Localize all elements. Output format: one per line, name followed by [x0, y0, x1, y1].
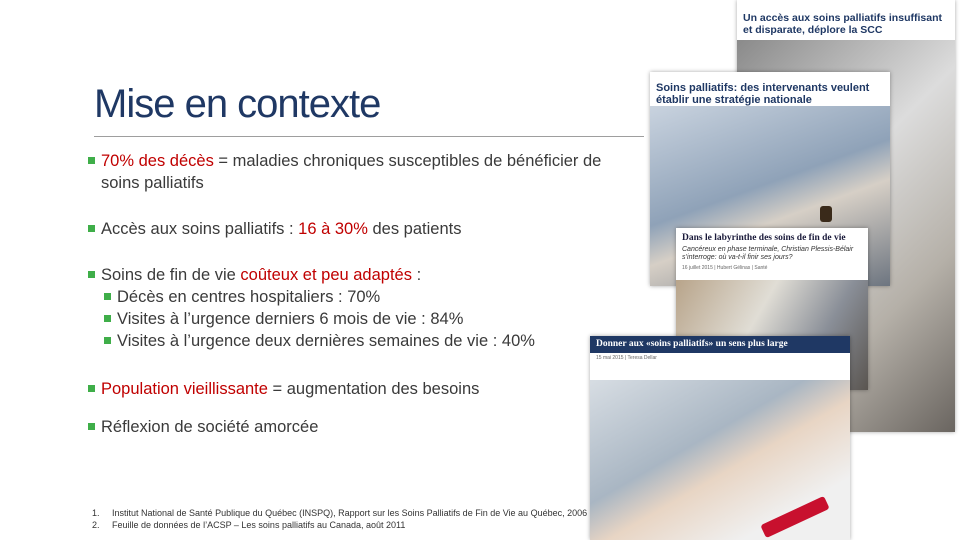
clipping-lede: Cancéreux en phase terminale, Christian Plessis-Bélair s’interroge: où va-t-il finir ses jours?: [682, 246, 854, 261]
sub-bullet: Visites à l’urgence deux dernières semaines de vie : 40%: [104, 330, 608, 352]
reference-text: Institut National de Santé Publique du Québec (INSPQ), Rapport sur les Soins Palliatifs de Fin de Vie au Québec, 2006: [112, 508, 588, 518]
title-divider: [94, 136, 644, 137]
reference-text: Feuille de données de l’ACSP – Les soins palliatifs au Canada, août 2011: [112, 520, 406, 530]
clipping-meta: 15 mai 2015 | Teresa Dellar: [596, 355, 657, 361]
hospital-wristband: [760, 496, 829, 538]
clipping-photo: [590, 380, 850, 540]
sub-bullet: Décès en centres hospitaliers : 70%: [104, 286, 608, 308]
watch-detail: [820, 206, 832, 222]
bullet-costs-suffix: :: [411, 266, 422, 284]
bullet-aging-text: = augmentation des besoins: [267, 380, 480, 398]
bullet-access-highlight: 16 à 30%: [298, 220, 368, 238]
bullet-deaths-text: = maladies chroniques susceptibles de bénéficier de soins palliatifs: [101, 152, 602, 192]
bullet-deaths-highlight: 70% des décès: [101, 152, 214, 170]
bullet-access: [88, 218, 608, 240]
bullet-access-text: Accès aux soins palliatifs :: [101, 220, 299, 238]
bullet-costs-text: Soins de fin de vie: [101, 266, 241, 284]
sub-bullet-list: [104, 286, 608, 352]
news-clipping-4: [590, 336, 850, 540]
bullet-deaths: [88, 150, 608, 194]
bullet-aging: [88, 378, 608, 400]
bullet-list: [88, 150, 608, 438]
clipping-meta: 16 juillet 2015 | Hubert Gélinas | Santé: [682, 265, 768, 271]
reference-number: 1.: [92, 508, 100, 518]
reference-item: [92, 507, 587, 519]
bullet-aging-highlight: Population vieillissante: [101, 380, 268, 398]
clipping-headline: Donner aux «soins palliatifs» un sens plus large: [590, 336, 850, 353]
bullet-access-suffix: des patients: [367, 220, 462, 238]
bullet-reflection: Réflexion de société amorcée: [88, 416, 608, 438]
clipping-headline: Dans le labyrinthe des soins de fin de vie: [682, 233, 846, 243]
sub-bullet: Visites à l’urgence derniers 6 mois de vie : 84%: [104, 308, 608, 330]
bullet-costs-highlight: coûteux et peu adaptés: [240, 266, 412, 284]
clipping-headline: Un accès aux soins palliatifs insuffisant et disparate, déplore la SCC: [743, 12, 942, 36]
slide-title: Mise en contexte: [94, 82, 381, 126]
reference-item: [92, 519, 587, 531]
reference-number: 2.: [92, 520, 100, 530]
clipping-headline: Soins palliatifs: des intervenants veulent établir une stratégie nationale: [656, 82, 870, 106]
bullet-costs: [88, 264, 608, 286]
references: [92, 507, 587, 531]
